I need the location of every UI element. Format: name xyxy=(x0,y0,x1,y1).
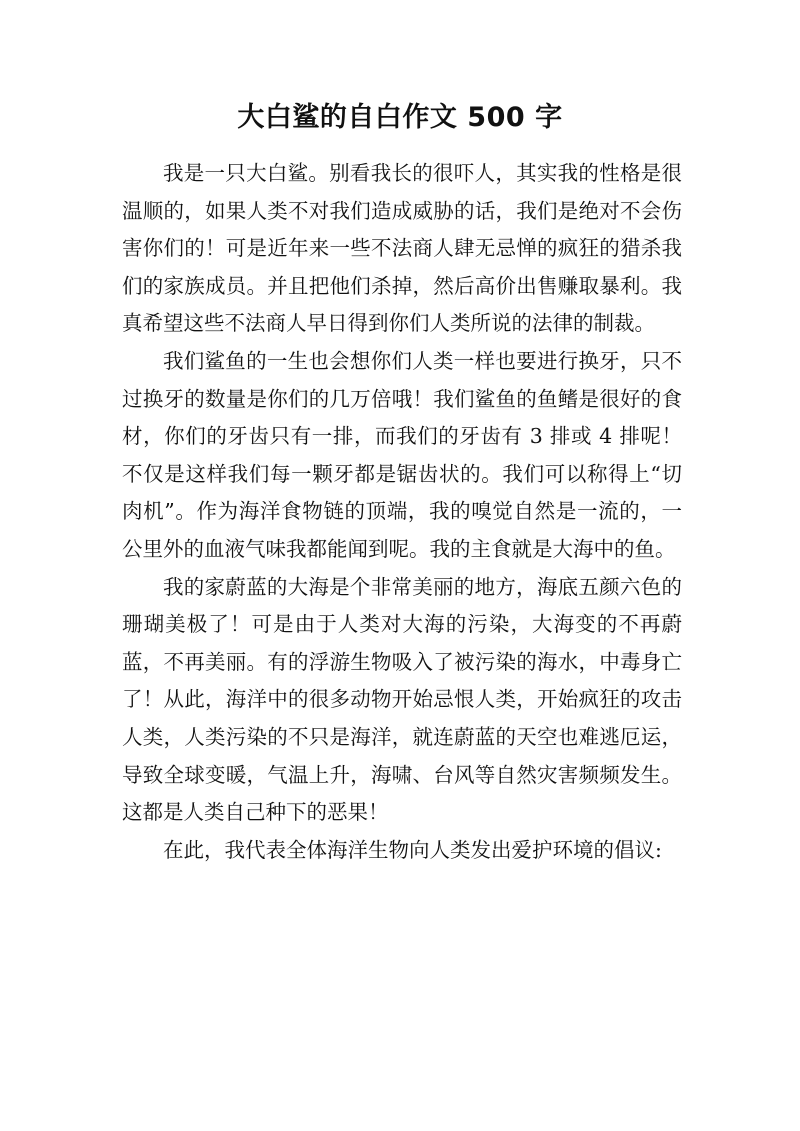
paragraph-2: 我们鲨鱼的一生也会想你们人类一样也要进行换牙，只不过换牙的数量是你们的几万倍哦！我们鲨鱼的鱼鳍是很好的食材，你们的牙齿只有一排，而我们的牙齿有 3 排或 4 排呢！不仅是这样我们每一颗牙都是锯齿状的。我们可以称得上“切肉机”。作为海洋食物链的顶端，我的嗅觉自然是一流的，一公里外的血液气味我都能闻到呢。我的主食就是大海中的鱼。 xyxy=(122,348,682,561)
paragraph-3: 我的家蔚蓝的大海是个非常美丽的地方，海底五颜六色的珊瑚美极了！可是由于人类对大海的污染，大海变的不再蔚蓝，不再美丽。有的浮游生物吸入了被污染的海水，中毒身亡了！从此，海洋中的很多动物开始忌恨人类，开始疯狂的攻击人类，人类污染的不只是海洋，就连蔚蓝的天空也难逃厄运，导致全球变暖，气温上升，海啸、台风等自然灾害频频发生。这都是人类自己种下的恶果！ xyxy=(122,574,682,825)
paragraph-1: 我是一只大白鲨。别看我长的很吓人，其实我的性格是很温顺的，如果人类不对我们造成威胁的话，我们是绝对不会伤害你们的！可是近年来一些不法商人肆无忌惮的疯狂的猎杀我们的家族成员。并且把他们杀掉，然后高价出售赚取暴利。我真希望这些不法商人早日得到你们人类所说的法律的制裁。 xyxy=(122,161,682,336)
paragraph-4: 在此，我代表全体海洋生物向人类发出爱护环境的倡议: xyxy=(163,837,662,862)
document-title: 大白鲨的自白作文 500 字 xyxy=(237,102,563,133)
document-body xyxy=(122,155,682,869)
